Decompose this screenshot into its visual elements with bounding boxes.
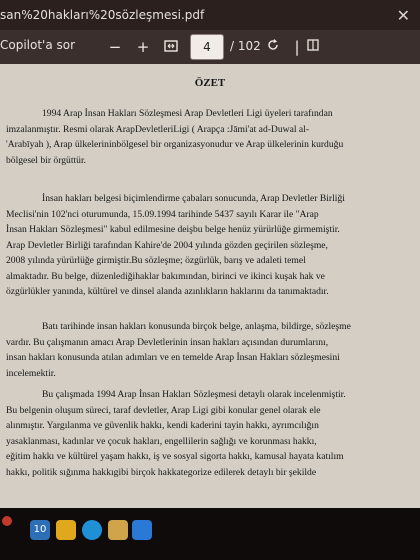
text-line: Meclisi'nin 102'nci oturumunda, 15.09.1994 tarihinde 5437 sayılı Karar ile "Arap	[6, 208, 319, 220]
text-line: 2008 yılında yürürlüğe girmiştir.Bu sözleşme; özgürlük, barış ve adaleti temel	[6, 255, 306, 266]
text-line: insan hakları konusunda atılan adımları ve en temelde Arap İnsan Hakları sözleşmesini	[6, 352, 340, 363]
edge-browser-icon[interactable]	[82, 520, 102, 540]
zoom-in-icon[interactable]: +	[136, 38, 150, 56]
text-line: İnsan Hakları Sözleşmesi" kabul edilmesine deişbu belge henüz yürürlüğe girmemiştir.	[6, 224, 340, 235]
app-icon[interactable]	[108, 520, 128, 540]
paragraph-1	[6, 106, 396, 168]
text-line: almaktadır. Bu belge, düzenlediğihaklar bakımından, birinci ve ikinci kuşak hak ve	[6, 270, 325, 282]
text-line: hakkı, politik sığınma hakkıgibi birçok hakkategorize edilerek detaylı bir şekilde	[6, 466, 317, 478]
pdf-page	[0, 64, 420, 508]
page-total: / 102	[230, 39, 261, 53]
text-line: 1994 Arap İnsan Hakları Sözleşmesi Arap Devletleri Ligi üyeleri tarafından	[42, 108, 333, 119]
text-line: İnsan hakları belgesi biçimlendirme çabaları sonucunda, Arap Devletler Birliği	[42, 193, 345, 204]
fit-page-icon[interactable]	[160, 36, 182, 58]
text-line: Bu belgenin oluşum süreci, taraf devletler, Arap Ligi gibi konular genel olarak ele	[6, 404, 321, 416]
divider: |	[294, 38, 300, 56]
tab-bar	[0, 0, 420, 30]
file-explorer-icon[interactable]	[56, 520, 76, 540]
text-line: eğitim hakkı ve kültürel yaşam hakkı, iş ve sosyal sigorta hakkı, kamusal hayata katılım	[6, 451, 344, 462]
text-line: bölgesel bir örgüttür.	[6, 154, 87, 166]
zoom-out-icon[interactable]: −	[108, 38, 122, 56]
paragraph-4	[6, 387, 396, 480]
text-line: Bu çalışmada 1994 Arap İnsan Hakları Sözleşmesi detaylı olarak incelenmiştir.	[42, 389, 346, 400]
text-line: vardır. Bu çalışmanın amacı Arap Devletlerinin insan hakları açısından durumlarını,	[6, 336, 329, 348]
page-number-input[interactable]: 4	[190, 34, 224, 60]
page-heading: ÖZET	[194, 77, 226, 89]
taskbar	[0, 508, 420, 560]
text-line: Batı tarihinde insan hakları konusunda birçok belge, anlaşma, bildirge, sözleşme	[42, 321, 351, 332]
text-line: yasaklanması, kadınlar ve çocuk hakları, engellilerin sağlığı ve korunması hakkı,	[6, 435, 317, 447]
taskbar-badge[interactable]: 10	[30, 520, 50, 540]
paragraph-3	[6, 319, 396, 381]
text-line: alınmıştır. Yargılanma ve güvenlik hakkı, kendi kaderini tayin hakkı, ayrımcılığın	[6, 420, 319, 431]
text-line: özgürlükler yanında, kültürel ve dinsel alanda azınlıkların haklarını da tanımaktadır.	[6, 286, 329, 297]
text-line: Arap Devletler Birliği tarafından Kahire'de 2004 yılında gözden geçirilen sözleşme,	[6, 239, 328, 251]
rotate-icon[interactable]	[262, 36, 284, 58]
text-line: imzalanmıştır. Resmi olarak ArapDevletleriLigi ( Arapça :Jāmi'at ad-Duwal al-	[6, 123, 310, 135]
copilot-button[interactable]: Copilot'a sor	[0, 38, 76, 52]
pdf-toolbar	[0, 30, 420, 64]
tab-title[interactable]: san%20hakları%20sözleşmesi.pdf	[0, 8, 205, 22]
text-line: 'Arabīyah ), Arap ülkelerininbölgesel bir organizasyonudur ve Arap ülkelerinin kurduğu	[6, 139, 344, 150]
notification-dot	[2, 516, 12, 526]
text-line: incelemektir.	[6, 367, 56, 379]
word-icon[interactable]	[132, 520, 152, 540]
paragraph-2	[6, 191, 396, 300]
page-view-icon[interactable]	[302, 36, 324, 58]
close-icon[interactable]: ✕	[396, 6, 410, 25]
